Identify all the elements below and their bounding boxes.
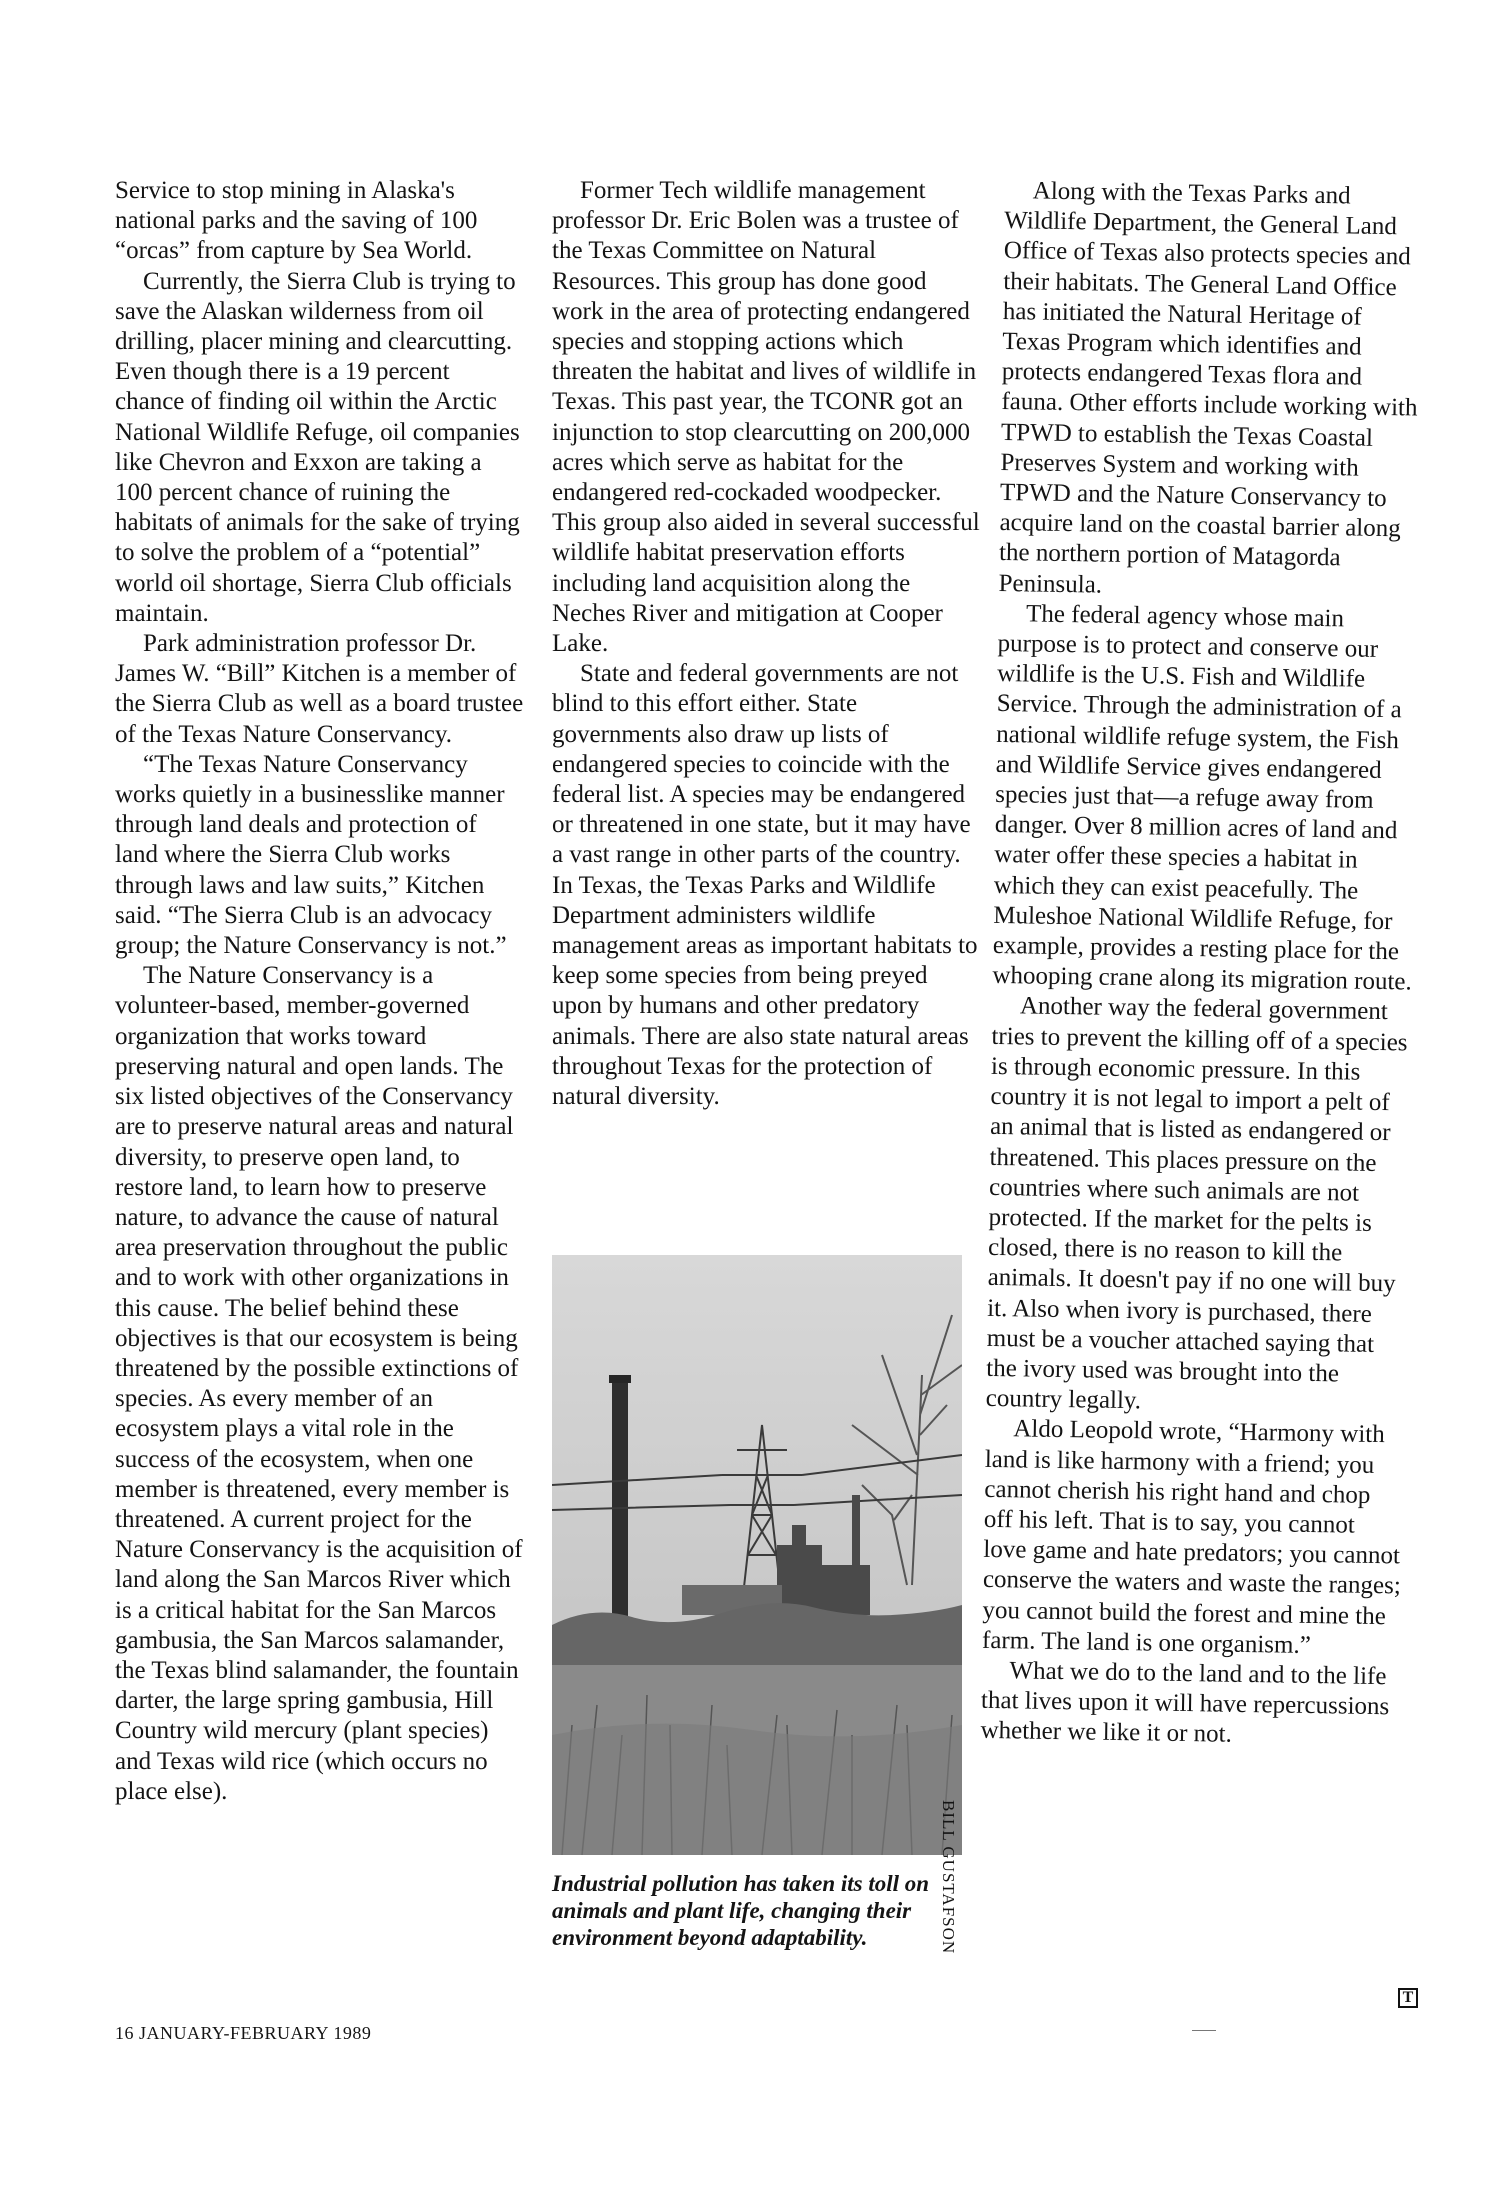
paragraph: What we do to the land and to the life that lives upon it will have repercussions whether we like it or not. — [980, 1657, 1390, 1749]
paragraph: State and federal governments are not blind to this effort either. State governments also draw up lists of endangered species to coincide with the federal list. A species may be endangered or threatened in one state, but it may have a vast range in other parts of the country. In Texas, the Texas Parks and Wildlife Department administers wildlife management areas as important habitats to keep some species from being preyed upon by humans and other predatory animals. There are also state natural areas throughout Texas for the protection of natural diversity. — [552, 660, 978, 1111]
photo-caption: Industrial pollution has taken its toll on animals and plant life, changing their environment beyond adaptability. — [552, 1871, 930, 1950]
industrial-landscape-photo — [552, 1255, 962, 1855]
photo-credit: BILL GUSTAFSON — [939, 1800, 958, 1955]
paragraph: Another way the federal government tries to prevent the killing off of a species is through economic pressure. In this country it is not legal to import a pelt of an animal that is listed as endangered or threatened. This places pressure on the countries where such animals are not protected. If the market for the pelts is closed, there is no reason to kill the animals. It doesn't pay if no one will buy it. Also when ivory is purchased, there must be a voucher attached saying that the ivory used was brought into the country legally. — [985, 992, 1408, 1415]
paragraph: The federal agency whose main purpose is to protect and conserve our wildlife is the U.S. Fish and Wildlife Service. Through the administration of a national wildlife refuge system, the Fish and Wildlife Service gives endangered species just that—a refuge away from danger. Over 8 million acres of land and water offer these species a habitat in which they can exist peacefully. The Muleshoe National Wildlife Refuge, for example, provides a resting place for the whooping crane along its migration route. — [992, 600, 1412, 996]
paragraph: Service to stop mining in Alaska's national parks and the saving of 100 “orcas” from capture by Sea World. — [115, 177, 478, 265]
paragraph: “The Texas Nature Conservancy works quietly in a businesslike manner through land deals and protection of land where the Sierra Club works through laws and law suits,” Kitchen said. “The Sierra Club is an advocacy group; the Nature Conservancy is not.” — [115, 750, 507, 960]
paragraph: Currently, the Sierra Club is trying to save the Alaskan wilderness from oil drilling, placer mining and clearcutting. Even though there is a 19 percent chance of finding oil within the Arctic National Wildlife Refuge, oil companies like Chevron and Exxon are taking a 100 percent chance of ruining the habitats of animals for the sake of trying to solve the problem of a “potential” world oil shortage, Sierra Club officials maintain. — [115, 267, 520, 627]
article-column-1 — [115, 176, 525, 1807]
article-column-2 — [552, 176, 982, 1112]
paragraph: Former Tech wildlife management professor Dr. Eric Bolen was a trustee of the Texas Committee on Natural Resources. This group has done good work in the area of protecting endangered species and stopping actions which threaten the habitat and lives of wildlife in Texas. This past year, the TCONR got an injunction to stop clearcutting on 200,000 acres which serve as habitat for the endangered red-cockaded woodpecker. This group also aided in several successful wildlife habitat preservation efforts including land acquisition along the Neches River and mitigation at Cooper Lake. — [552, 177, 980, 658]
divider — [1192, 2030, 1216, 2031]
paragraph: Along with the Texas Parks and Wildlife Department, the General Land Office of Texas also protects species and their habitats. The General Land Office has initiated the Natural Heritage of Texas Program which identifies and protects endangered Texas flora and fauna. Other efforts include working with TPWD to establish the Texas Coastal Preserves System and working with TPWD and the Nature Conservancy to acquire land on the coastal barrier along the northern portion of Matagorda Peninsula. — [998, 177, 1418, 599]
paragraph: The Nature Conservancy is a volunteer-based, member-governed organization that works toward preserving natural and open lands. The six listed objectives of the Conservancy are to preserve natural areas and natural diversity, to preserve open land, to restore land, to learn how to preserve nature, to advance the cause of natural area preservation throughout the public and to work with other organizations in this cause. The belief behind these objectives is that our ecosystem is being threatened by the possible extinctions of species. As every member of an ecosystem plays a vital role in the success of the ecosystem, when one member is threatened, every member is threatened. A current project for the Nature Conservancy is the acquisition of land along the San Marcos River which is a critical habitat for the San Marcos gambusia, the San Marcos salamander, the Texas blind salamander, the fountain darter, the large spring gambusia, Hill Country wild mercury (plant species) and Texas wild rice (which occurs no place else). — [115, 962, 523, 1805]
end-mark-icon: T — [1398, 1988, 1418, 2008]
page-footer-folio: 16 JANUARY-FEBRUARY 1989 — [115, 2023, 372, 2043]
paragraph: Park administration professor Dr. James W. “Bill” Kitchen is a member of the Sierra Club as well as a board trustee of the Texas Nature Conservancy. — [115, 630, 524, 748]
article-column-3 — [980, 176, 1425, 1753]
paragraph: Aldo Leopold wrote, “Harmony with land is like harmony with a friend; you cannot cherish his right hand and chop off his left. That is to say, you cannot love game and hate predators; you cannot conserve the waters and waste the ranges; you cannot build the forest and mine the farm. The land is one organism.” — [981, 1415, 1402, 1659]
